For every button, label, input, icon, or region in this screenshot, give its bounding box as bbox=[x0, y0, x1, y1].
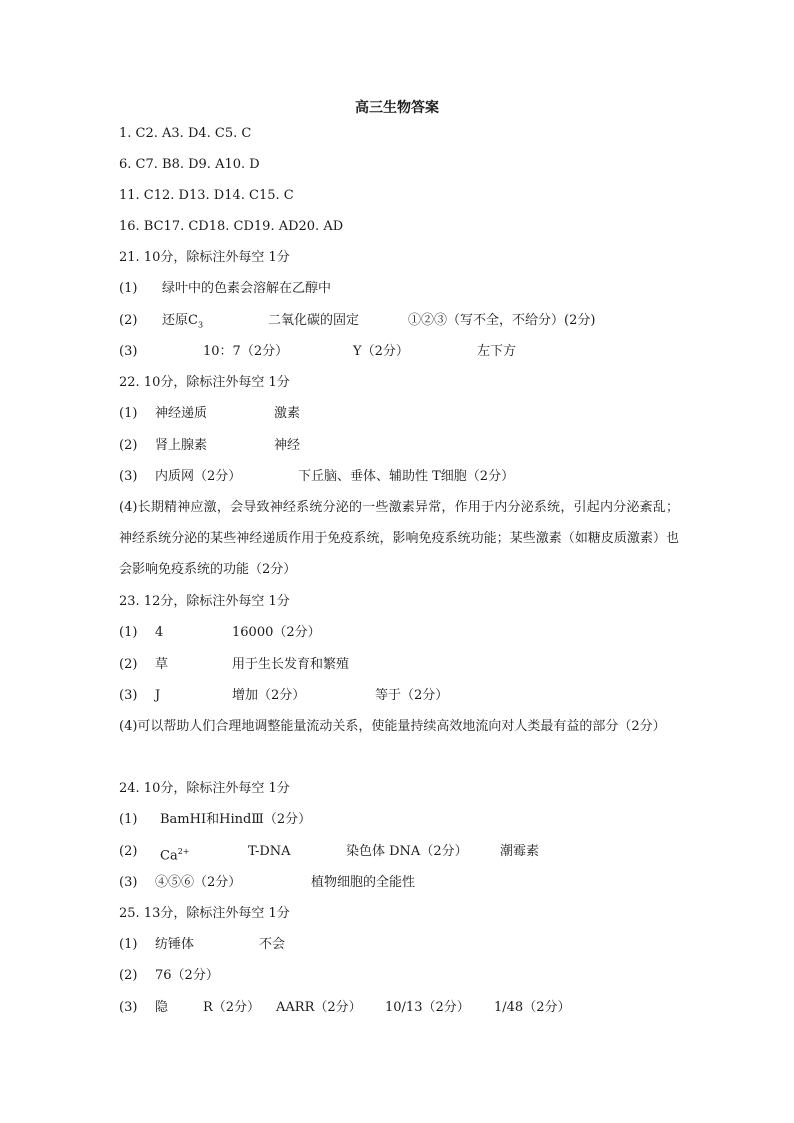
q23-a3-number: (3) bbox=[119, 688, 138, 703]
q22-a3-a: 内质网（2分） bbox=[155, 469, 242, 484]
q22-a2-a: 肾上腺素 bbox=[155, 438, 208, 453]
q21-a3-number: (3) bbox=[119, 344, 138, 359]
q25-a3-number: (3) bbox=[119, 1000, 138, 1015]
q23-a2-number: (2) bbox=[119, 657, 138, 672]
q24-a3-b: 植物细胞的全能性 bbox=[311, 875, 416, 890]
q24-a2-number: (2) bbox=[119, 844, 138, 859]
q22-a3-number: (3) bbox=[119, 469, 138, 484]
q23-a3-a: J bbox=[155, 688, 161, 703]
q21-a2-number: (2) bbox=[119, 313, 138, 328]
q23-header: 23. 12分，除标注外每空 1分 bbox=[119, 594, 290, 609]
q24-a3-a: ④⑤⑥（2分） bbox=[155, 875, 242, 890]
q23-a1-number: (1) bbox=[119, 625, 138, 640]
q21-a1-number: (1) bbox=[119, 281, 138, 296]
q24-a2-a: $Ca^{2+}$ bbox=[160, 847, 190, 864]
q25-a1-a: 纺锤体 bbox=[155, 937, 195, 952]
page-title: 高三生物答案 bbox=[355, 100, 439, 116]
answers-1-5: 1. C2. A3. D4. C5. C bbox=[119, 126, 252, 141]
q25-a1-number: (1) bbox=[119, 937, 138, 952]
q22-a1-number: (1) bbox=[119, 406, 138, 421]
q25-a3-c: AARR（2分） bbox=[276, 1000, 362, 1015]
q25-a3-a: 隐 bbox=[155, 1000, 169, 1015]
q25-a2-a: 76（2分） bbox=[155, 968, 219, 983]
answers-16-20: 16. BC17. CD18. CD19. AD20. AD bbox=[119, 219, 344, 234]
q24-a2-b: T-DNA bbox=[248, 844, 291, 859]
q21-a2-b: 二氧化碳的固定 bbox=[268, 313, 360, 328]
q25-a3-e: 1/48（2分） bbox=[494, 1000, 571, 1015]
q21-a1: 绿叶中的色素会溶解在乙醇中 bbox=[162, 281, 332, 296]
q21-header: 21. 10分，除标注外每空 1分 bbox=[119, 250, 290, 265]
q21-a2-a: 还原$C_3$ bbox=[162, 313, 204, 330]
q23-a1-a: 4 bbox=[155, 625, 164, 640]
q22-a4-paragraph: (4)长期精神应激，会导致神经系统分泌的一些激素异常，作用于内分泌系统，引起内分泌紊乱；神经系统分泌的某些神经递质作用于免疫系统，影响免疫系统功能；某些激素（如糖皮质激素）也会影响免疫系统的功能（2分） bbox=[119, 500, 679, 577]
q24-a2-d: 潮霉素 bbox=[500, 844, 540, 859]
q22-a2-b: 神经 bbox=[274, 438, 301, 453]
q25-header: 25. 13分，除标注外每空 1分 bbox=[119, 906, 290, 921]
q24-a2-c: 染色体 DNA（2分） bbox=[346, 844, 468, 859]
q23-a3-c: 等于（2分） bbox=[375, 688, 449, 703]
q25-a3-b: R（2分） bbox=[203, 1000, 261, 1015]
q22-a1-a: 神经递质 bbox=[155, 406, 208, 421]
q24-a3-number: (3) bbox=[119, 875, 138, 890]
q22-a3-b: 下丘脑、垂体、辅助性 T细胞（2分） bbox=[298, 469, 515, 484]
q23-a3-b: 增加（2分） bbox=[232, 688, 306, 703]
q21-a2-c: ①②③（写不全，不给分）(2分) bbox=[408, 313, 596, 328]
q23-a2-a: 草 bbox=[155, 657, 169, 672]
q21-a3-c: 左下方 bbox=[477, 344, 517, 359]
answers-6-10: 6. C7. B8. D9. A10. D bbox=[119, 157, 260, 172]
q22-header: 22. 10分，除标注外每空 1分 bbox=[119, 375, 290, 390]
q23-a1-b: 16000（2分） bbox=[232, 625, 321, 640]
q22-a2-number: (2) bbox=[119, 438, 138, 453]
q24-header: 24. 10分，除标注外每空 1分 bbox=[119, 781, 290, 796]
q23-a2-b: 用于生长发育和繁殖 bbox=[232, 657, 350, 672]
q22-a1-b: 激素 bbox=[274, 406, 301, 421]
q21-a3-b: Y（2分） bbox=[353, 344, 409, 359]
q24-a1: BamHⅠ和HindⅢ（2分） bbox=[160, 812, 312, 827]
q24-a1-number: (1) bbox=[119, 812, 138, 827]
q21-a3-a: 10：7（2分） bbox=[203, 344, 289, 359]
answers-11-15: 11. C12. D13. D14. C15. C bbox=[119, 188, 294, 203]
q25-a3-d: 10/13（2分） bbox=[385, 1000, 470, 1015]
q23-a4-paragraph: (4)可以帮助人们合理地调整能量流动关系，使能量持续高效地流向对人类最有益的部分（2分） bbox=[119, 719, 666, 734]
q24-a2-a-superscript: 2+ bbox=[177, 847, 190, 856]
q25-a2-number: (2) bbox=[119, 968, 138, 983]
q21-a2-a-subscript: 3 bbox=[197, 320, 204, 330]
q25-a1-b: 不会 bbox=[259, 937, 286, 952]
